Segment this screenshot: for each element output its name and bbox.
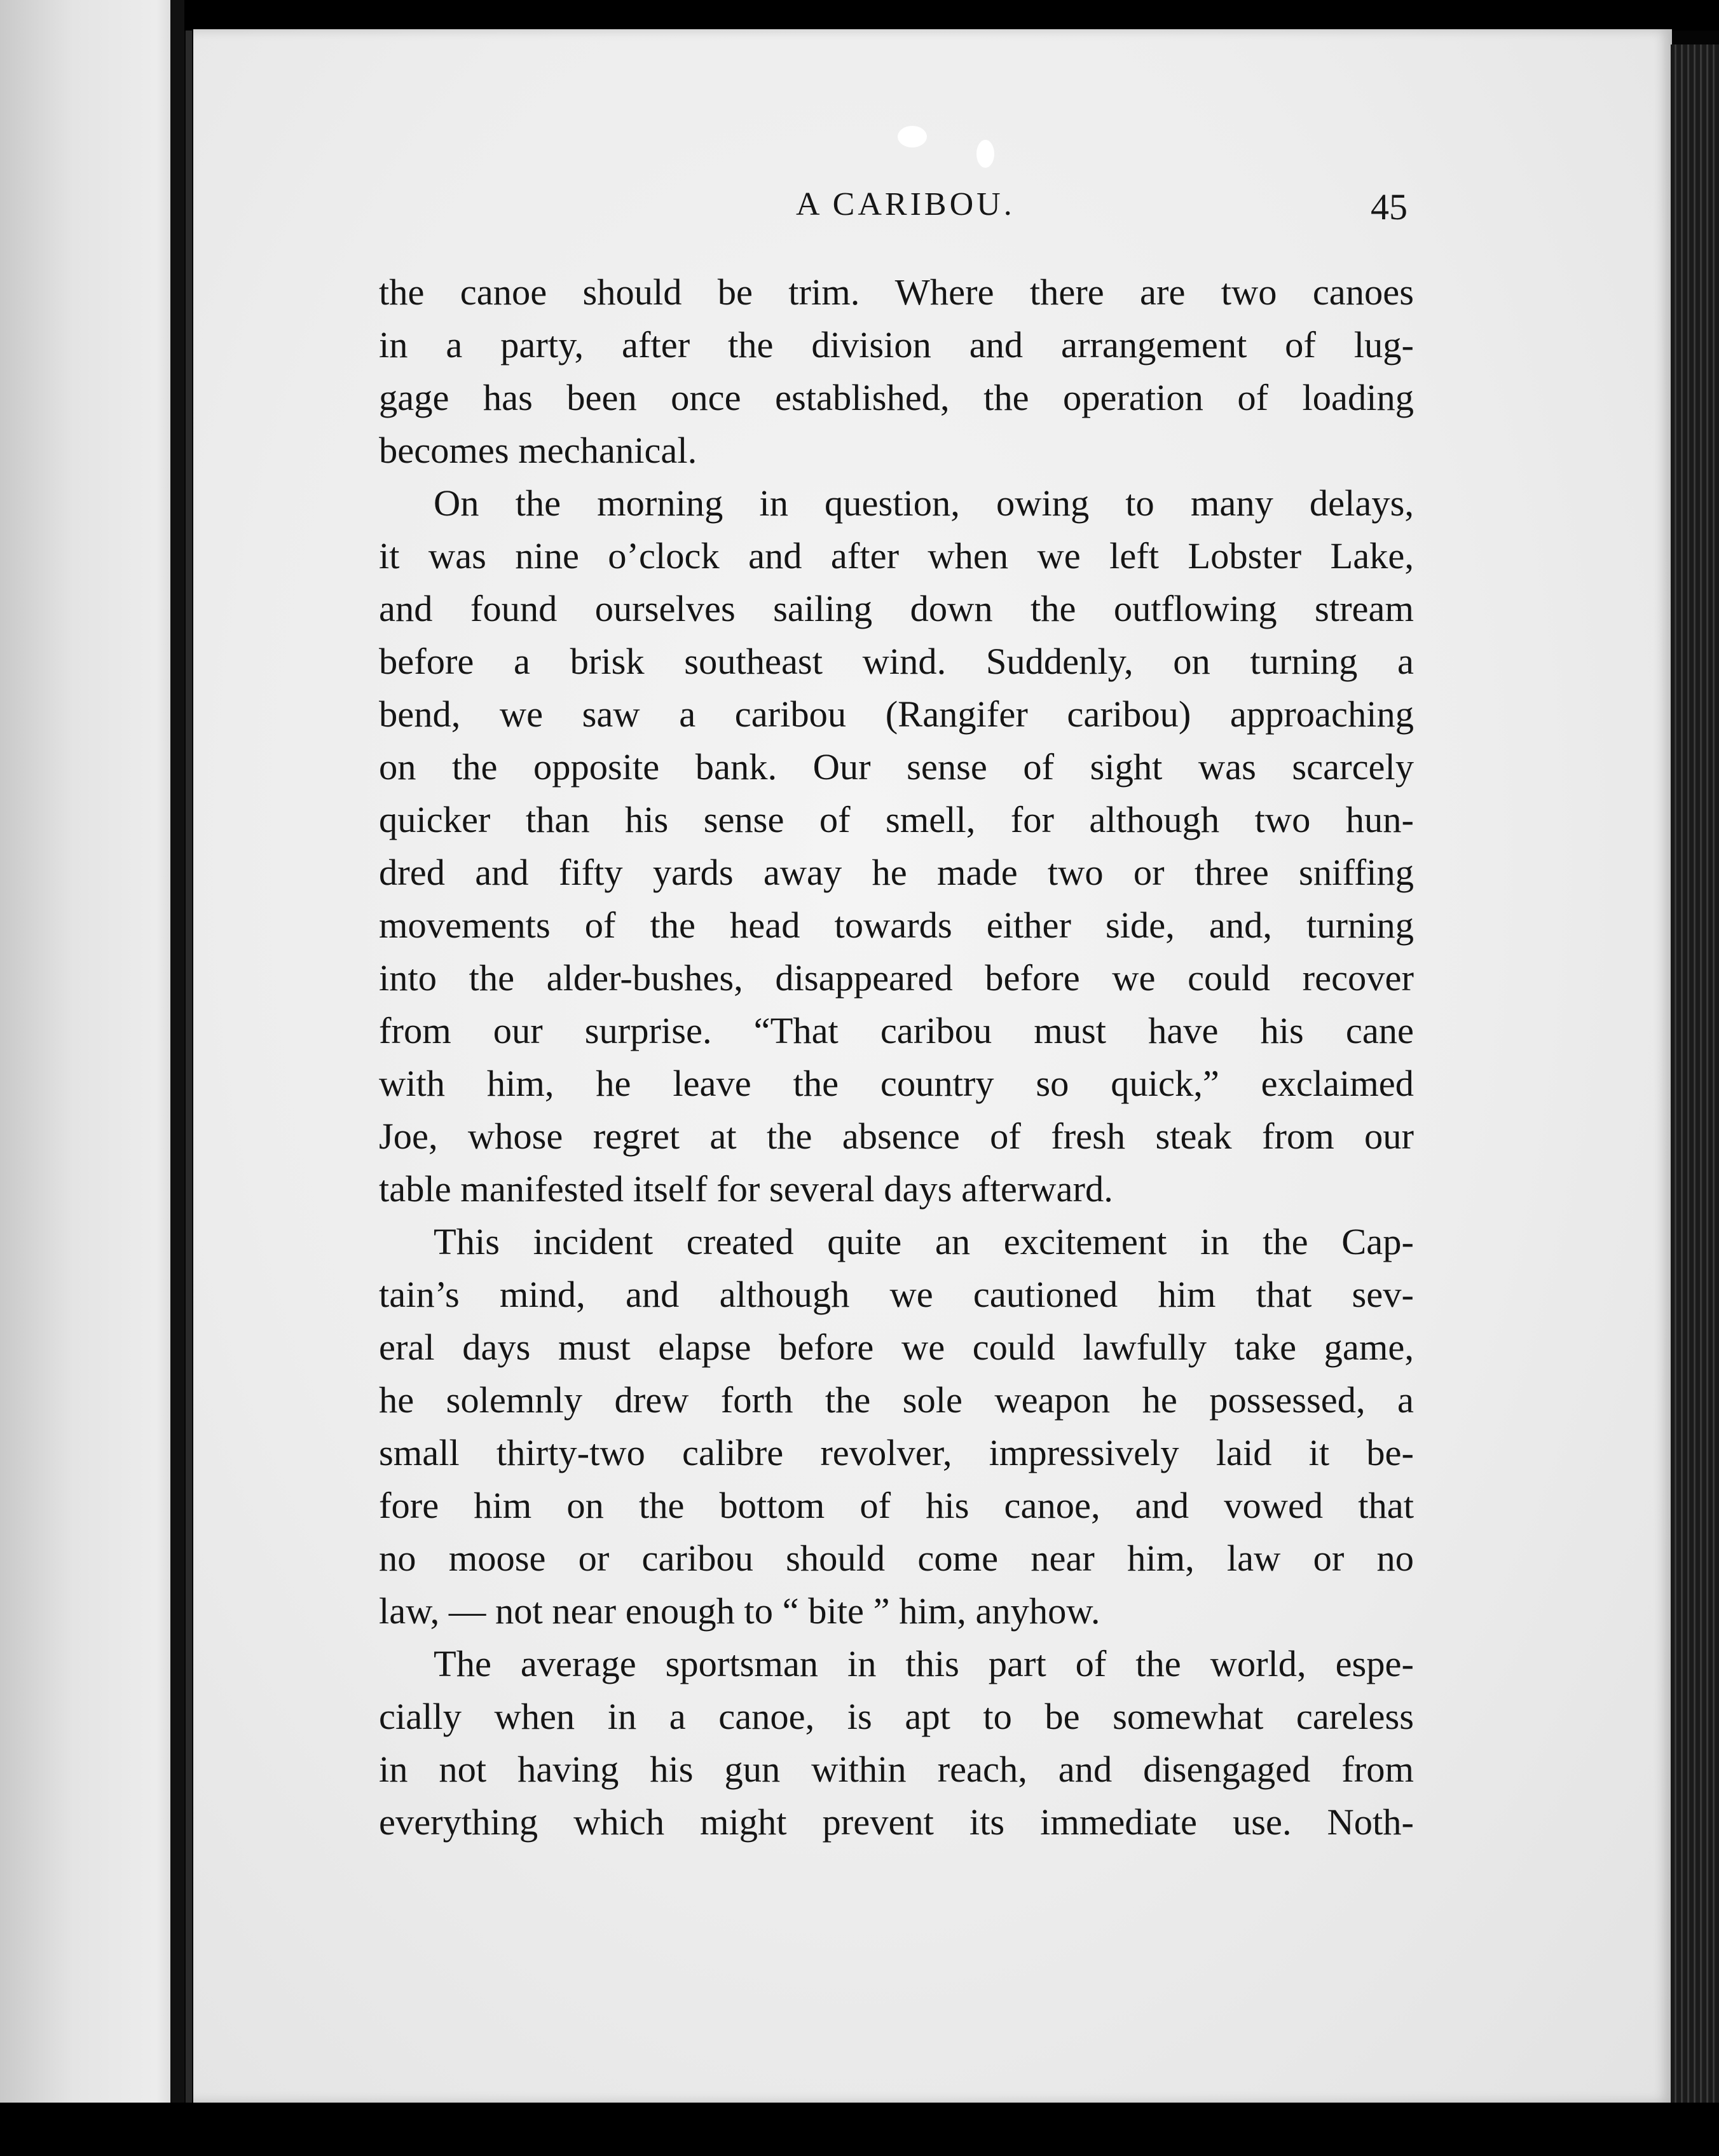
text-line: table manifested itself for several days afterward. — [379, 1168, 1113, 1210]
running-head: A CARIBOU. — [796, 186, 1015, 222]
body-text — [379, 266, 1414, 1848]
text-line: in a party, after the division and arrangement of lug- — [379, 324, 1414, 365]
page-block-edge — [1671, 44, 1719, 2110]
text-line: fore him on the bottom of his canoe, and vowed that — [379, 1485, 1414, 1526]
text-line: from our surprise. “That caribou must have his cane — [379, 1010, 1414, 1051]
scan-border-bottom — [0, 2103, 1719, 2156]
text-line: On the morning in question, owing to many delays, — [434, 482, 1414, 524]
text-line: with him, he leave the country so quick,” exclaimed — [379, 1063, 1414, 1104]
text-line: small thirty-two calibre revolver, impressively laid it be- — [379, 1432, 1414, 1473]
text-line: everything which might prevent its immediate use. Noth- — [379, 1801, 1414, 1843]
text-line: This incident created quite an excitement in the Cap- — [434, 1221, 1414, 1262]
text-line: The average sportsman in this part of the world, espe- — [434, 1643, 1414, 1684]
text-line: eral days must elapse before we could lawfully take game, — [379, 1327, 1414, 1368]
page-number: 45 — [1371, 186, 1407, 228]
text-line: into the alder-bushes, disappeared before we could recover — [379, 957, 1414, 999]
text-line: dred and fifty yards away he made two or three sniffing — [379, 852, 1414, 893]
paper-blemish — [976, 140, 994, 168]
text-line: cially when in a canoe, is apt to be somewhat careless — [379, 1696, 1414, 1737]
left-page-edge — [0, 0, 184, 2156]
paragraph — [379, 477, 1414, 1215]
text-line: becomes mechanical. — [379, 430, 697, 471]
book-gutter — [170, 0, 184, 2156]
text-line: quicker than his sense of smell, for although two hun- — [379, 799, 1414, 840]
text-line: movements of the head towards either side, and, turning — [379, 904, 1414, 946]
text-line: law, — not near enough to “ bite ” him, anyhow. — [379, 1590, 1100, 1632]
gutter-shadow — [186, 0, 192, 2156]
text-line: Joe, whose regret at the absence of fresh steak from our — [379, 1116, 1414, 1157]
text-line: before a brisk southeast wind. Suddenly, on turning a — [379, 641, 1414, 682]
paragraph — [379, 1215, 1414, 1637]
paragraph — [379, 266, 1414, 477]
text-line: tain’s mind, and although we cautioned him that sev- — [379, 1274, 1414, 1315]
paragraph — [379, 1637, 1414, 1848]
text-line: gage has been once established, the operation of loading — [379, 377, 1414, 418]
text-line: on the opposite bank. Our sense of sight was scarcely — [379, 746, 1414, 788]
paper-blemish — [898, 126, 927, 147]
text-line: and found ourselves sailing down the outflowing stream — [379, 588, 1414, 629]
text-line: it was nine o’clock and after when we left Lobster Lake, — [379, 535, 1414, 577]
scan-border-top — [184, 0, 1719, 31]
text-line: in not having his gun within reach, and disengaged from — [379, 1749, 1414, 1790]
text-line: bend, we saw a caribou (Rangifer caribou) approaching — [379, 693, 1414, 735]
text-line: he solemnly drew forth the sole weapon he possessed, a — [379, 1379, 1414, 1421]
text-line: no moose or caribou should come near him, law or no — [379, 1538, 1414, 1579]
text-line: the canoe should be trim. Where there are two canoes — [379, 271, 1414, 313]
